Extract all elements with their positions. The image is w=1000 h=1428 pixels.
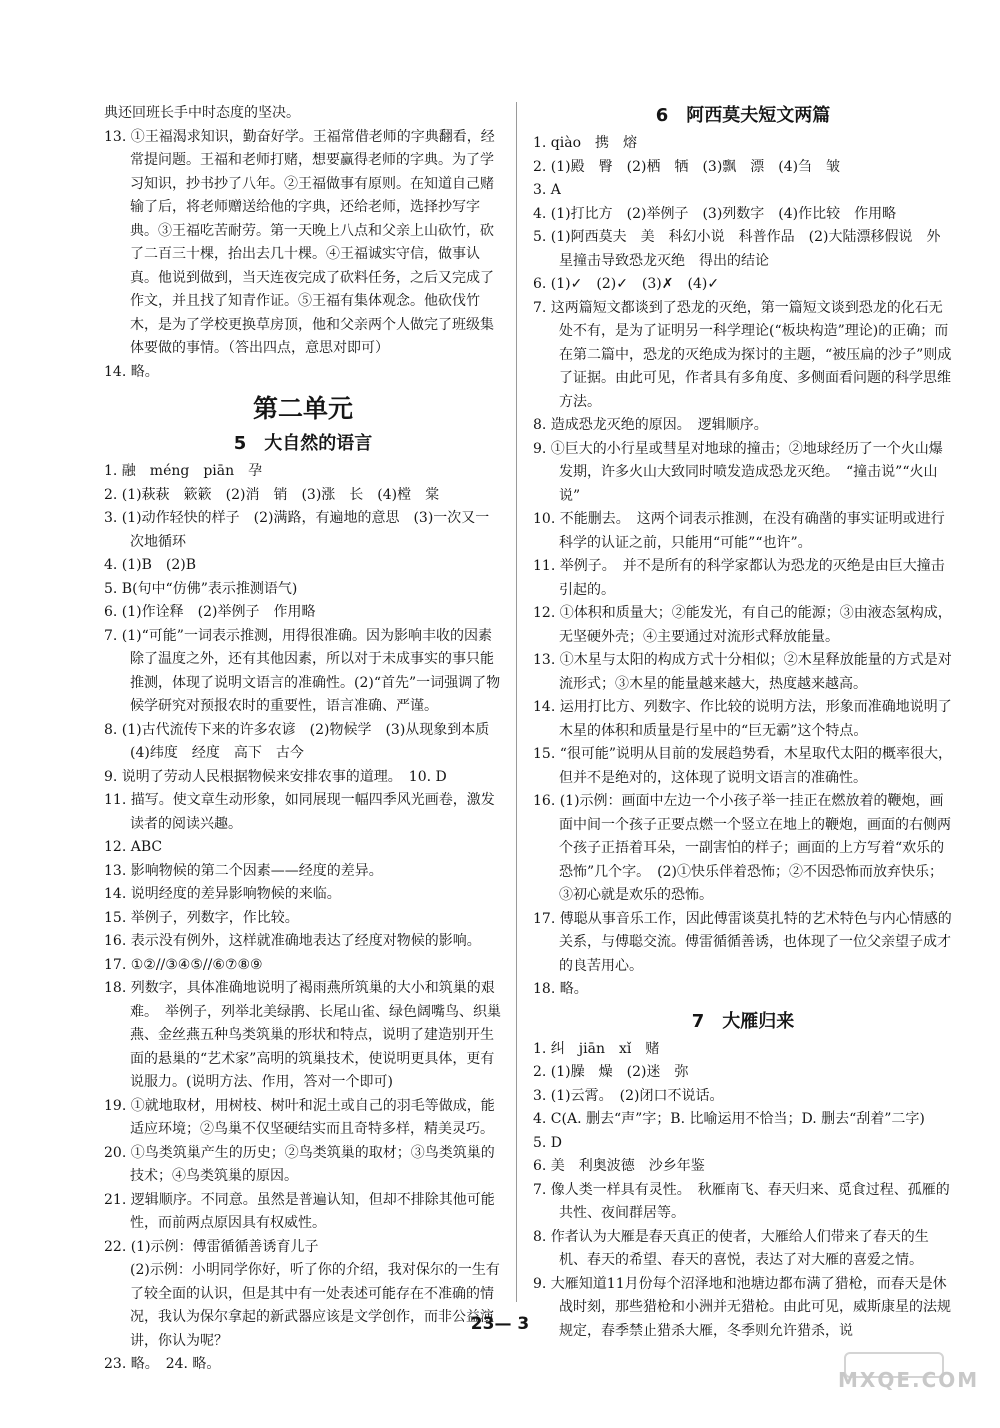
left-answers-before-unit <box>104 102 502 384</box>
answer-item: 13. 影响物候的第二个因素——经度的差异。 <box>104 862 383 879</box>
answer-item: 5. (1)阿西莫夫 美 科幻小说 科普作品 (2)大陆漂移假说 外星撞击导致恐龙灭绝 得出的结论 <box>533 229 941 269</box>
answer-item: 17. ①②//③④⑤//⑥⑦⑧⑨ <box>104 956 263 973</box>
answer-item: 7. 像人类一样具有灵性。 秋雁南飞、春天归来、觅食过程、孤雁的共性、夜间群居等。 <box>533 1181 950 1221</box>
answer-item: 19. ①就地取材，用树枝、树叶和泥土或自己的羽毛等做成，能适应环境；②鸟巢不仅坚硬结实而且奇特多样，精美灵巧。 <box>104 1097 495 1137</box>
section-5-title: 5 大自然的语言 <box>233 433 373 454</box>
answer-item: 7. 这两篇短文都谈到了恐龙的灭绝，第一篇短文谈到恐龙的化石无处不有，是为了证明另一科学理论(“板块构造”理论)的正确；而在第二篇中，恐龙的灭绝成为探讨的主题，“被压扁的沙子”则成了证据。由此可见，作者具有多角度、多侧面看问题的科学思维方法。 <box>533 299 952 410</box>
page-number: 23— 3 <box>470 1314 530 1334</box>
answer-item: 3. (1)云霄。 (2)闭口不说话。 <box>533 1087 724 1104</box>
answer-item: 18. 列数字，具体准确地说明了褐雨燕所筑巢的大小和筑巢的艰难。 举例子，列举北美绿鹃、长尾山雀、绿色阔嘴鸟、织巢燕、金丝燕五种鸟类筑巢的形状和特点，说明了建造别开生面的悬巢的“艺术家”高明的筑巢技术，使说明更具体，更有说服力。(说明方法、作用，答对一个即可) <box>104 980 501 1090</box>
answer-item: 11. 描写。使文章生动形象，如同展现一幅四季风光画卷，激发读者的阅读兴趣。 <box>104 792 495 832</box>
answer-item: 23. 略。 24. 略。 <box>104 1356 221 1372</box>
answer-item: 12. ABC <box>104 839 163 855</box>
answer-item: 22. (1)示例：傅雷循循善诱育儿子 (2)示例：小明同学你好，听了你的介绍，我对保尔的一生有了较全面的认识，但是其中有一处表述可能存在不准确的情况，我认为保尔拿起的新武器应该是文学创作，而非公益演讲，你认为呢？ <box>104 1238 500 1349</box>
answer-item: 15. “很可能”说明从目前的发展趋势看，木星取代太阳的概率很大，但并不是绝对的，这体现了说明文语言的准确性。 <box>533 746 953 786</box>
answer-item: 12. ①体积和质量大；②能发光，有自己的能源；③由液态氢构成，无坚硬外壳；④主要通过对流形式释放能量。 <box>533 605 952 645</box>
section-5-answers <box>104 460 502 1377</box>
section-6-title: 6 阿西莫夫短文两篇 <box>655 105 831 126</box>
section-7-title: 7 大雁归来 <box>691 1010 795 1032</box>
section-7-answers <box>533 1038 953 1344</box>
answer-item: 9. 说明了劳动人民根据物候来安排农事的道理。 10. D <box>104 768 447 785</box>
answer-item: 4. (1)打比方 (2)举例子 (3)列数字 (4)作比较 作用略 <box>533 205 897 222</box>
answer-item: 2. (1)殿 臀 (2)栖 牺 (3)飘 漂 (4)刍 皱 <box>533 158 841 175</box>
answer-item: 6. (1)✓ (2)✓ (3)✗ (4)✓ <box>533 276 720 292</box>
answer-item: 18. 略。 <box>533 981 588 997</box>
answer-item: 6. (1)作诠释 (2)举例子 作用略 <box>104 604 316 620</box>
answer-item: 14. 说明经度的差异影响物候的来临。 <box>104 886 341 902</box>
answer-item: 10. 不能删去。 这两个词表示推测，在没有确凿的事实证明或进行科学的认证之前，只能用“可能”“也许”。 <box>533 511 945 551</box>
answer-item: 典还回班长手中时态度的坚决。 <box>104 105 300 121</box>
answer-item: 20. ①鸟类筑巢产生的历史；②鸟类筑巢的取材；③鸟类筑巢的技术；④鸟类筑巢的原因。 <box>104 1144 495 1184</box>
answer-item: 6. 美 利奥波德 沙乡年鉴 <box>533 1158 705 1174</box>
right-column <box>533 102 953 1343</box>
answer-item: 14. 略。 <box>104 363 159 380</box>
left-column <box>104 102 502 1377</box>
answer-item: 5. D <box>533 1134 563 1151</box>
answer-item: 3. (1)动作轻快的样子 (2)满路，有遍地的意思 (3)一次又一次地循环 <box>104 510 490 550</box>
answer-item: 1. qiào 携 熔 <box>533 135 638 151</box>
answer-item: 3. A <box>533 182 561 198</box>
answer-item: 1. 融 méng piān 孕 <box>104 463 263 479</box>
answer-item: 11. 举例子。 并不是所有的科学家都认为恐龙的灭绝是由巨大撞击引起的。 <box>533 558 945 598</box>
answer-item: 16. (1)示例：画面中左边一个小孩子举一挂正在燃放着的鞭炮，画面中间一个孩子正要点燃一个竖立在地上的鞭炮，画面的右侧两个孩子正捂着耳朵，一副害怕的样子；画面的上方写着“欢乐的恐怖”几个字。 (2)①快乐伴着恐怖；②不因恐怖而放弃快乐；③初心就是欢乐的恐怖。 <box>533 793 951 903</box>
answer-item: 4. (1)B (2)B <box>104 557 197 573</box>
answer-item: 8. (1)古代流传下来的许多农谚 (2)物候学 (3)从现象到本质 (4)纬度 经度 高下 古今 <box>104 721 504 761</box>
answer-item: 17. 傅聪从事音乐工作，因此傅雷谈莫扎特的艺术特色与内心情感的关系，与傅聪交流。傅雷循循善诱，也体现了一位父亲望子成才的良苦用心。 <box>533 910 952 974</box>
answer-item: 8. 造成恐龙灭绝的原因。 逻辑顺序。 <box>533 417 768 433</box>
answer-item: 8. 作者认为大雁是春天真正的使者，大雁给人们带来了春天的生机、春天的希望、春天的喜悦，表达了对大雁的喜爱之情。 <box>533 1228 929 1268</box>
answer-item: 13. ①木星与太阳的构成方式十分相似；②木星释放能量的方式是对流形式；③木星的能量越来越大，热度越来越高。 <box>533 652 952 692</box>
answer-item: 9. 大雁知道11月份每个沼泽地和池塘边都布满了猎枪，而春天是休战时刻，那些猎枪和小洲并无猎枪。由此可见，威斯康星的法规规定，春季禁止猎杀大雁，冬季则允许猎杀，说 <box>533 1275 951 1339</box>
answer-item: 21. 逻辑顺序。不同意。虽然是普遍认知，但却不排除其他可能性，而前两点原因具有权威性。 <box>104 1191 495 1231</box>
answer-item: 2. (1)臊 燥 (2)迷 弥 <box>533 1064 689 1080</box>
answer-item: 14. 运用打比方、列数字、作比较的说明方法，形象而准确地说明了木星的体积和质量是行星中的“巨无霸”这个特点。 <box>533 699 952 739</box>
watermark-text: MXQE.COM <box>838 1368 980 1392</box>
answer-item: 9. ①巨大的小行星或彗星对地球的撞击；②地球经历了一个火山爆发期，许多火山大致同时喷发造成恐龙灭绝。 “撞击说”“火山说” <box>533 440 943 504</box>
answer-item: 7. (1)“可能”一词表示推测，用得很准确。因为影响丰收的因素除了温度之外，还有其他因素，所以对于未成事实的事只能推测，体现了说明文语言的准确性。(2)“首先”一词强调了物候学研究对预报农时的重要性，语言准确、严谨。 <box>104 627 501 714</box>
answer-item: 15. 举例子，列数字，作比较。 <box>104 909 299 926</box>
answer-item: 2. (1)萩萩 簌簌 (2)消 销 (3)涨 长 (4)樘 棠 <box>104 486 440 503</box>
answer-item: 13. ①王福渴求知识，勤奋好学。王福常借老师的字典翻看，经常提问题。王福和老师打赌，想要赢得老师的字典。为了学习知识，抄书抄了八年。②王福做事有原则。在知道自己赌输了后，将老师赠送给他的字典，还给老师，选择抄写字典。③王福吃苦耐劳。第一天晚上八点和父亲上山砍竹，砍了二百三十棵，抬出去几十棵。④王福诚实守信，做事认真。他说到做到，当天连夜完成了砍料任务，之后又完成了作文，并且找了知青作证。⑤王福有集体观念。他砍伐竹木，是为了学校更换草房顶，他和父亲两个人做完了班级集体要做的事情。（答出四点，意思对即可） <box>104 128 495 356</box>
section-6-answers <box>533 132 953 1002</box>
column-divider <box>516 102 517 1302</box>
answer-item: 16. 表示没有例外，这样就准确地表达了经度对物候的影响。 <box>104 933 481 949</box>
unit-title: 第二单元 <box>252 394 353 423</box>
answer-item: 4. C(A. 删去“声”字；B. 比喻运用不恰当；D. 删去“刮着”二字) <box>533 1111 925 1127</box>
answer-item: 5. B(句中“仿佛”表示推测语气) <box>104 580 298 597</box>
answer-item: 1. 纠 jiān xǐ 赌 <box>533 1040 660 1057</box>
